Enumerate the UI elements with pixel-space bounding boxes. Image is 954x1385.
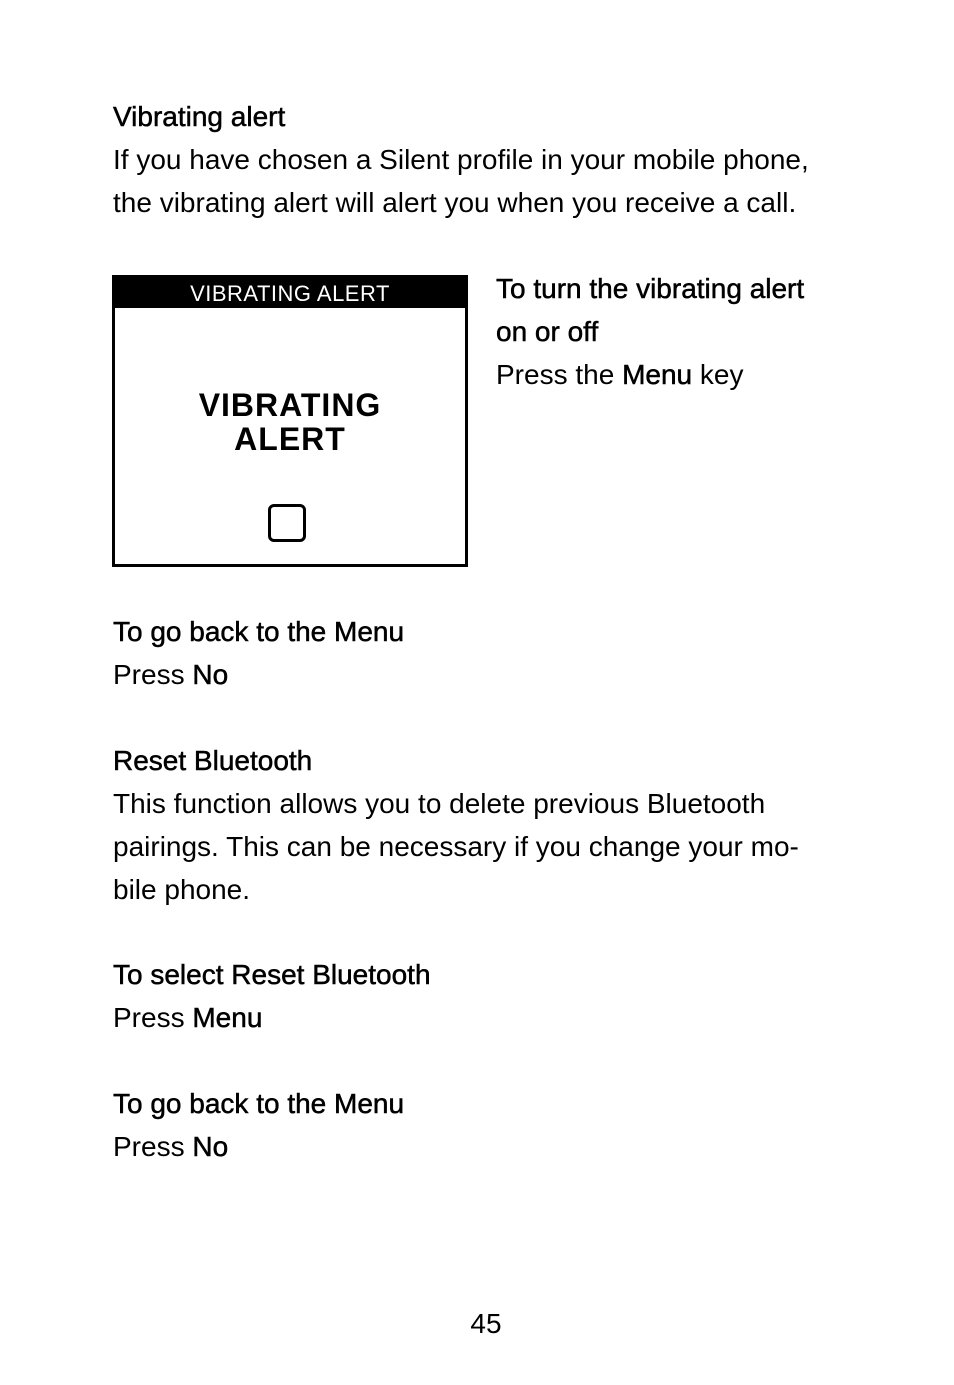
checkbox-icon: [268, 504, 306, 542]
select-reset-press-text: [113, 996, 713, 1039]
reset-bluetooth-description-line2: pairings. This can be necessary if you change your mo-: [113, 831, 799, 862]
display-title: [115, 388, 465, 456]
vibrating-alert-description-line1: If you have chosen a Silent profile in your mobile phone,: [113, 144, 809, 175]
display-title-line1: VIBRATING: [198, 387, 382, 423]
display-title-line2: ALERT: [234, 421, 346, 457]
toggle-heading-line2: on or off: [496, 316, 599, 347]
back-menu-1-press-prefix: Press: [113, 659, 193, 690]
toggle-press-prefix: Press the: [496, 359, 623, 390]
select-reset-press-key: Menu: [192, 1002, 263, 1033]
back-to-menu-section-2: [113, 1082, 713, 1168]
back-menu-1-press-key: No: [192, 659, 229, 690]
phone-display-illustration: [112, 275, 468, 567]
back-menu-2-press-prefix: Press: [113, 1131, 193, 1162]
select-reset-press-prefix: Press: [113, 1002, 193, 1033]
select-reset-section: [113, 953, 713, 1039]
back-to-menu-section-1: [113, 610, 713, 696]
back-menu-1-heading: To go back to the Menu: [113, 616, 405, 647]
vibrating-alert-description-line2: the vibrating alert will alert you when you receive a call.: [113, 187, 797, 218]
page-number: 45: [470, 1308, 502, 1339]
back-menu-2-press-text: [113, 1125, 713, 1168]
toggle-instruction: [496, 267, 876, 396]
reset-bluetooth-description-line3: bile phone.: [113, 874, 251, 905]
toggle-press-suffix: key: [692, 359, 744, 390]
reset-bluetooth-section: [113, 739, 860, 911]
select-reset-heading: To select Reset Bluetooth: [113, 959, 431, 990]
reset-bluetooth-heading: Reset Bluetooth: [113, 745, 313, 776]
toggle-heading-line1: To turn the vibrating alert: [496, 273, 805, 304]
toggle-press-key: Menu: [622, 359, 693, 390]
vibrating-alert-section: [113, 95, 873, 224]
back-menu-2-press-key: No: [192, 1131, 229, 1162]
display-header: VIBRATING ALERT: [115, 278, 465, 308]
reset-bluetooth-description-line1: This function allows you to delete previous Bluetooth: [113, 788, 766, 819]
vibrating-alert-heading: Vibrating alert: [113, 101, 286, 132]
toggle-press-text: [496, 353, 876, 396]
back-menu-2-heading: To go back to the Menu: [113, 1088, 405, 1119]
back-menu-1-press-text: [113, 653, 713, 696]
